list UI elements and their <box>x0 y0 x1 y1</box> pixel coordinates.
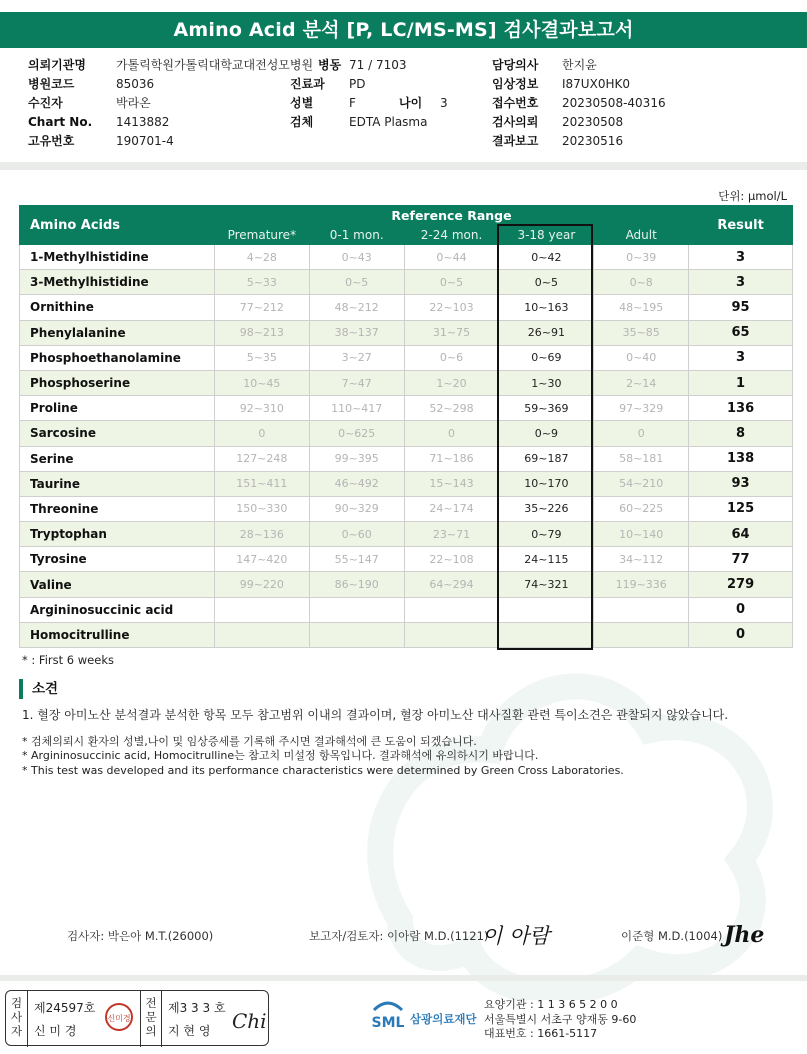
opinion-heading: 소견 <box>19 679 58 699</box>
table-row <box>20 270 793 295</box>
reference-range-cell <box>404 622 499 647</box>
chart-no-label: Chart No. <box>28 115 93 129</box>
result-header: Result <box>689 206 793 245</box>
amino-acid-name: Ornithine <box>20 295 215 320</box>
result-value: 136 <box>689 396 793 421</box>
tester-license-no: 제24597호 <box>34 1001 96 1015</box>
reference-range-cell: 86~190 <box>309 572 404 597</box>
reference-range-cell: 38~137 <box>309 320 404 345</box>
amino-acid-name: Homocitrulline <box>20 622 215 647</box>
lab-info-line: 대표번호 : 1661-5117 <box>484 1027 598 1040</box>
note-line: * This test was developed and its performance characteristics were determined by Green Cross Laboratories. <box>22 763 624 777</box>
reference-range-cell: 5~35 <box>214 345 309 370</box>
amino-acid-name: Valine <box>20 572 215 597</box>
amino-acid-name: Sarcosine <box>20 421 215 446</box>
reference-range-cell: 48~195 <box>594 295 689 320</box>
reference-range-cell: 0~60 <box>309 522 404 547</box>
result-value: 1 <box>689 370 793 395</box>
reference-range-cell: 0~8 <box>594 270 689 295</box>
lab-info-line: 서울특별시 서초구 양재동 9-60 <box>484 1012 637 1026</box>
reference-range-cell: 0~5 <box>404 270 499 295</box>
table-row <box>20 622 793 647</box>
reference-range-cell: 69~187 <box>499 446 594 471</box>
amino-acid-name: 1-Methylhistidine <box>20 245 215 270</box>
info-row <box>28 56 788 75</box>
reference-range-cell: 0~42 <box>499 245 594 270</box>
reference-range-cell: 97~329 <box>594 396 689 421</box>
amino-acid-name: 3-Methylhistidine <box>20 270 215 295</box>
amino-acid-name: Taurine <box>20 471 215 496</box>
reference-range-cell: 3~27 <box>309 345 404 370</box>
table-row <box>20 295 793 320</box>
reference-range-cell: 58~181 <box>594 446 689 471</box>
report-date-value: 20230516 <box>562 134 624 148</box>
result-value: 93 <box>689 471 793 496</box>
age-value: 3 <box>440 96 448 110</box>
reference-range-cell: 55~147 <box>309 547 404 572</box>
reference-range-cell: 22~108 <box>404 547 499 572</box>
reference-range-cell: 4~28 <box>214 245 309 270</box>
clinical-info-value: I87UX0HK0 <box>562 77 630 91</box>
reference-range-cell: 64~294 <box>404 572 499 597</box>
accession-value: 20230508-40316 <box>562 96 666 110</box>
amino-acid-name: Argininosuccinic acid <box>20 597 215 622</box>
result-value: 3 <box>689 245 793 270</box>
result-value: 65 <box>689 320 793 345</box>
reference-range-cell: 0~625 <box>309 421 404 446</box>
referral-institution-label: 의뢰기관명 <box>28 58 86 72</box>
result-value: 279 <box>689 572 793 597</box>
sex-value: F <box>349 96 356 110</box>
info-row <box>28 113 788 132</box>
reference-range-cell: 0~44 <box>404 245 499 270</box>
unit-label: 단위: µmol/L <box>718 189 787 203</box>
amino-acids-header: Amino Acids <box>20 206 215 245</box>
info-row <box>28 75 788 94</box>
table-row <box>20 496 793 521</box>
sml-logo-icon <box>368 996 408 1030</box>
result-value: 95 <box>689 295 793 320</box>
notes <box>22 735 792 778</box>
result-value: 0 <box>689 597 793 622</box>
department-value: PD <box>349 77 366 91</box>
reporter-signature: 이 아람 <box>482 924 550 948</box>
result-value: 64 <box>689 522 793 547</box>
logo-text: SML <box>371 1015 405 1030</box>
reference-range-cell: 0 <box>594 421 689 446</box>
reference-range-cell: 1~30 <box>499 370 594 395</box>
reference-range-header: Reference Range <box>214 206 688 226</box>
clinical-info-label: 임상정보 <box>492 77 539 91</box>
reference-range-cell: 1~20 <box>404 370 499 395</box>
amino-acid-name: Tryptophan <box>20 522 215 547</box>
tester-name: 신 미 경 <box>34 1024 77 1038</box>
reporter-signer: 보고자/검토자: 이아람 M.D.(1121) <box>309 929 489 943</box>
result-value: 8 <box>689 421 793 446</box>
referral-institution-value: 가톨릭학원가톨릭대학교대전성모병원 <box>116 58 314 72</box>
range-header-0: Premature* <box>214 226 309 245</box>
report-title: Amino Acid 분석 [P, LC/MS-MS] 검사결과보고서 <box>0 12 807 48</box>
reference-range-cell <box>309 597 404 622</box>
reference-range-cell: 15~143 <box>404 471 499 496</box>
reference-range-cell: 0~5 <box>309 270 404 295</box>
accession-label: 접수번호 <box>492 96 539 110</box>
result-value: 125 <box>689 496 793 521</box>
reference-range-cell: 0~69 <box>499 345 594 370</box>
reference-range-cell: 0~9 <box>499 421 594 446</box>
reference-range-cell: 5~33 <box>214 270 309 295</box>
amino-acid-name: Phosphoserine <box>20 370 215 395</box>
info-row <box>28 94 788 113</box>
reference-range-cell: 0~6 <box>404 345 499 370</box>
range-header-2: 2-24 mon. <box>404 226 499 245</box>
lab-info-line: 요양기관 : 1 1 3 6 5 2 0 0 <box>484 998 618 1011</box>
table-row <box>20 421 793 446</box>
lab-contact-info <box>484 998 636 1042</box>
opinion-text: 1. 혈장 아미노산 분석결과 분석한 항목 모두 참고범위 이내의 결과이며, 혈장 아미노산 대사질환 관련 특이소견은 관찰되지 않았습니다. <box>22 708 729 722</box>
footer-divider <box>0 975 807 981</box>
reference-range-cell: 34~112 <box>594 547 689 572</box>
reference-range-cell: 60~225 <box>594 496 689 521</box>
amino-acid-table <box>19 205 793 648</box>
reference-range-cell <box>214 622 309 647</box>
reference-range-cell: 7~47 <box>309 370 404 395</box>
request-date-value: 20230508 <box>562 115 624 129</box>
reference-range-cell: 48~212 <box>309 295 404 320</box>
reference-range-cell: 77~212 <box>214 295 309 320</box>
reference-range-cell: 0~40 <box>594 345 689 370</box>
specialist-license-no: 제3 3 3 호 <box>168 1001 226 1015</box>
reference-range-cell: 151~411 <box>214 471 309 496</box>
reference-range-cell: 35~226 <box>499 496 594 521</box>
specimen-label: 검체 <box>290 115 314 129</box>
reference-range-cell <box>594 622 689 647</box>
ward-value: 71 / 7103 <box>349 58 407 72</box>
tester-signer: 검사자: 박은아 M.T.(26000) <box>67 929 214 943</box>
reference-range-cell: 0 <box>214 421 309 446</box>
result-value: 77 <box>689 547 793 572</box>
table-row <box>20 547 793 572</box>
hospital-code-value: 85036 <box>116 77 155 91</box>
range-header-4: Adult <box>594 226 689 245</box>
reference-range-cell: 150~330 <box>214 496 309 521</box>
reference-range-cell: 99~220 <box>214 572 309 597</box>
amino-acid-name: Serine <box>20 446 215 471</box>
table-row <box>20 245 793 270</box>
unique-no-value: 190701-4 <box>116 134 174 148</box>
reference-range-cell <box>594 597 689 622</box>
table-row <box>20 446 793 471</box>
specialist-name: 지 현 영 <box>168 1024 211 1038</box>
reference-range-cell <box>404 597 499 622</box>
doctor-value: 한지윤 <box>562 58 597 72</box>
reference-range-cell: 23~71 <box>404 522 499 547</box>
reference-range-cell: 0~43 <box>309 245 404 270</box>
reference-range-cell: 119~336 <box>594 572 689 597</box>
request-date-label: 검사의뢰 <box>492 115 539 129</box>
table-row <box>20 572 793 597</box>
table-row <box>20 522 793 547</box>
range-header-1: 0-1 mon. <box>309 226 404 245</box>
range-header-3: 3-18 year <box>499 226 594 245</box>
reviewer-signer: 이준형 M.D.(1004) <box>621 929 723 943</box>
specialist-signature: Chi <box>232 1009 267 1033</box>
table-row <box>20 320 793 345</box>
reference-range-cell: 10~170 <box>499 471 594 496</box>
reference-range-cell: 31~75 <box>404 320 499 345</box>
reference-range-cell: 2~14 <box>594 370 689 395</box>
footnote: * : First 6 weeks <box>22 653 114 667</box>
reference-range-cell <box>309 622 404 647</box>
table-row <box>20 345 793 370</box>
report-date-label: 결과보고 <box>492 134 539 148</box>
reference-range-cell: 26~91 <box>499 320 594 345</box>
reference-range-cell: 22~103 <box>404 295 499 320</box>
reference-range-cell <box>214 597 309 622</box>
sex-label: 성별 <box>290 96 314 110</box>
amino-acid-name: Phenylalanine <box>20 320 215 345</box>
table-row <box>20 396 793 421</box>
reference-range-cell: 35~85 <box>594 320 689 345</box>
reference-range-cell: 147~420 <box>214 547 309 572</box>
unique-no-label: 고유번호 <box>28 134 75 148</box>
specialist-vertical-label: 전문의 <box>140 991 162 1047</box>
reference-range-cell: 10~45 <box>214 370 309 395</box>
tester-vertical-label: 검사자 <box>6 991 28 1047</box>
reference-range-cell: 0~5 <box>499 270 594 295</box>
table-row <box>20 370 793 395</box>
reference-range-cell: 0~79 <box>499 522 594 547</box>
reference-range-cell <box>499 622 594 647</box>
reviewer-signature: Jhe <box>724 922 765 948</box>
reference-range-cell: 127~248 <box>214 446 309 471</box>
reference-range-cell: 10~140 <box>594 522 689 547</box>
department-label: 진료과 <box>290 77 325 91</box>
ward-label: 병동 <box>318 58 342 72</box>
reference-range-cell: 0 <box>404 421 499 446</box>
result-value: 138 <box>689 446 793 471</box>
section-divider <box>0 162 807 170</box>
seal-icon <box>104 1002 134 1032</box>
amino-acid-name: Proline <box>20 396 215 421</box>
reference-range-cell: 59~369 <box>499 396 594 421</box>
specimen-value: EDTA Plasma <box>349 115 428 129</box>
result-value: 3 <box>689 345 793 370</box>
age-label: 나이 <box>399 96 423 110</box>
reference-range-cell: 99~395 <box>309 446 404 471</box>
reference-range-cell: 28~136 <box>214 522 309 547</box>
reference-range-cell: 10~163 <box>499 295 594 320</box>
seal-text: 신미경 <box>107 1014 131 1023</box>
reference-range-cell: 46~492 <box>309 471 404 496</box>
reference-range-cell: 98~213 <box>214 320 309 345</box>
patient-name-value: 박라온 <box>116 96 151 110</box>
reference-range-cell: 0~39 <box>594 245 689 270</box>
reference-range-cell: 110~417 <box>309 396 404 421</box>
reference-range-cell: 24~174 <box>404 496 499 521</box>
reference-range-cell: 52~298 <box>404 396 499 421</box>
patient-name-label: 수진자 <box>28 96 63 110</box>
reference-range-cell: 74~321 <box>499 572 594 597</box>
reference-range-cell: 54~210 <box>594 471 689 496</box>
reference-range-cell: 90~329 <box>309 496 404 521</box>
table-row <box>20 597 793 622</box>
doctor-label: 담당의사 <box>492 58 539 72</box>
amino-acid-name: Tyrosine <box>20 547 215 572</box>
result-value: 3 <box>689 270 793 295</box>
note-line: * 검체의뢰시 환자의 성별,나이 및 임상증세를 기록해 주시면 결과해석에 큰 도움이 되겠습니다. <box>22 735 477 748</box>
hospital-code-label: 병원코드 <box>28 77 75 91</box>
amino-acid-name: Phosphoethanolamine <box>20 345 215 370</box>
table-row <box>20 471 793 496</box>
note-line: * Argininosuccinic acid, Homocitrulline는 참고치 미설정 항목입니다. 결과해석에 유의하시기 바랍니다. <box>22 749 539 763</box>
amino-acid-name: Threonine <box>20 496 215 521</box>
reference-range-cell: 92~310 <box>214 396 309 421</box>
reference-range-cell: 71~186 <box>404 446 499 471</box>
certification-stamp-box <box>5 990 269 1046</box>
reference-range-cell <box>499 597 594 622</box>
result-value: 0 <box>689 622 793 647</box>
lab-name: 삼광의료재단 <box>410 1012 477 1026</box>
reference-range-cell: 24~115 <box>499 547 594 572</box>
chart-no-value: 1413882 <box>116 115 170 129</box>
info-row <box>28 132 788 151</box>
